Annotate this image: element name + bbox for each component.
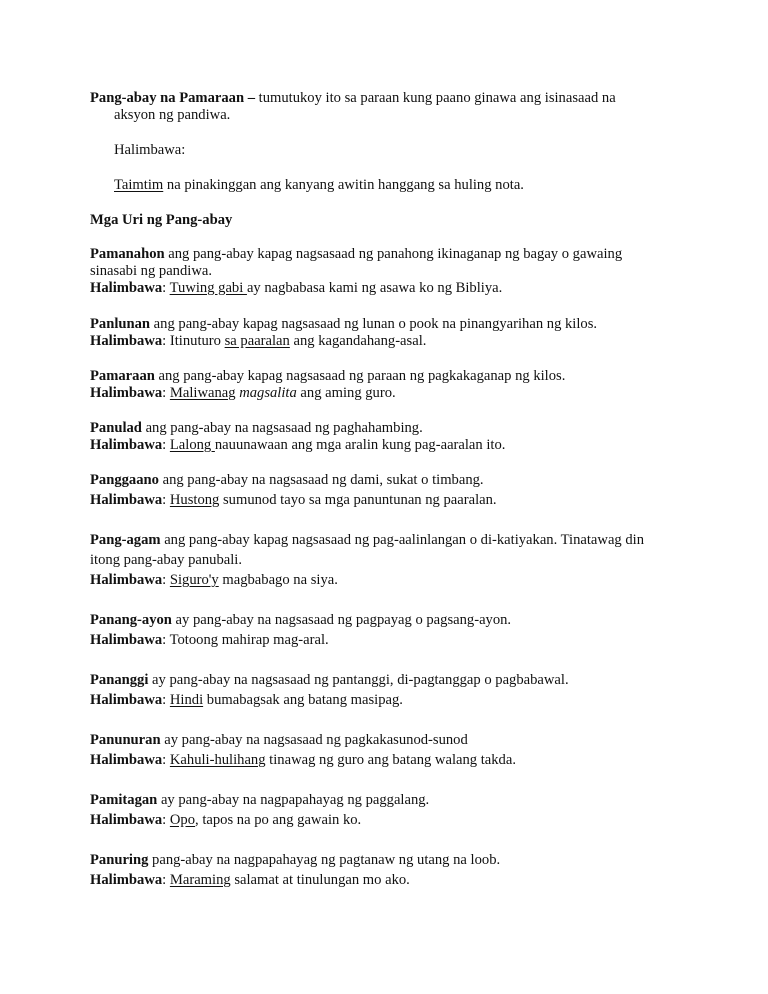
example-sentence: ay nagbabasa kami ng asawa ko ng Bibliya. (246, 280, 503, 296)
intro-definition-text: tumutukoy ito sa paraan kung paano ginawa ang isinasaad na (255, 90, 616, 106)
italic-verb: magsalita (239, 385, 297, 401)
example-label: Halimbawa (90, 437, 163, 453)
example-sentence: tinawag ng guro ang batang walang takda. (265, 752, 516, 768)
example-label: Halimbawa (90, 385, 163, 401)
intro-definition (90, 90, 690, 124)
adverb-type-entry: Pamaraan ang pang-abay kapag nagsasaad ng paraan ng pagkakaganap ng kilos. Halimbawa: Maliwanag magsalita ang aming guro. (90, 368, 566, 401)
adverb-type-entry: Panggaano ang pang-abay na nagsasaad ng dami, sukat o timbang. Halimbawa: Hustong sumunod tayo sa mga panuntunan ng paaralan. (90, 472, 497, 508)
adverb-type-entry: Pamanahon ang pang-abay kapag nagsasaad ng panahong ikinaganap ng bagay o gawaing sinasabi ng pandiwa. Halimbawa: Tuwing gabi ay nagbabasa kami ng asawa ko ng Bibliya. (90, 246, 623, 296)
adverb-type-entry: Pamitagan ay pang-abay na nagpapahayag ng paggalang. Halimbawa: Opo, tapos na po ang gawain ko. (90, 792, 430, 828)
example-label: Halimbawa (90, 632, 163, 648)
underlined-adverb: Tuwing gabi (169, 280, 247, 296)
type-term: Pamanahon (90, 246, 165, 262)
example-label: Halimbawa (90, 572, 163, 588)
type-definition: ang pang-abay kapag nagsasaad ng pag-aalinlangan o di-katiyakan. Tinatawag din (160, 532, 645, 548)
example-label: Halimbawa (90, 812, 163, 828)
underlined-adverb: Taimtim (114, 177, 164, 193)
example-sentence: ang aming guro. (296, 385, 396, 401)
underlined-adverb: sa paaralan (224, 333, 290, 349)
type-definition: ay pang-abay na nagsasaad ng pantanggi, di-pagtanggap o pagbabawal. (148, 672, 569, 688)
underlined-adverb: Opo (169, 812, 196, 828)
type-term: Panunuran (90, 732, 161, 748)
example-sentence: sumunod tayo sa mga panuntunan ng paaralan. (219, 492, 497, 508)
example-label: Halimbawa (90, 280, 163, 296)
type-term: Pamitagan (90, 792, 158, 808)
type-definition: ang pang-abay na nagsasaad ng dami, sukat o timbang. (158, 472, 484, 488)
type-term: Panang-ayon (90, 612, 172, 628)
type-definition: ang pang-abay kapag nagsasaad ng lunan o pook na pinangyarihan ng kilos. (150, 316, 598, 332)
example-sentence: magbabago na siya. (218, 572, 338, 588)
underlined-adverb: Hustong (169, 492, 220, 508)
type-definition: ang pang-abay na nagsasaad ng paghahambing. (141, 420, 423, 436)
example-label: Halimbawa (90, 872, 163, 888)
type-definition: ay pang-abay na nagpapahayag ng paggalang. (157, 792, 430, 808)
type-term: Panulad (90, 420, 142, 436)
underlined-adverb: Hindi (169, 692, 204, 708)
example-sentence: , tapos na po ang gawain ko. (195, 812, 362, 828)
type-term: Panuring (90, 852, 149, 868)
example-sentence: na pinakinggan ang kanyang awitin hanggang sa huling nota. (163, 177, 524, 193)
example-sentence: bumabagsak ang batang masipag. (203, 692, 403, 708)
underlined-adverb: Maraming (169, 872, 231, 888)
underlined-adverb: Lalong (169, 437, 215, 453)
adverb-type-entry: Panunuran ay pang-abay na nagsasaad ng pagkakasunod-sunod Halimbawa: Kahuli-hulihang tinawag ng guro ang batang walang takda. (90, 732, 516, 768)
type-definition: ang pang-abay kapag nagsasaad ng paraan ng pagkakaganap ng kilos. (154, 368, 566, 384)
intro-example (90, 177, 690, 194)
type-term: Pananggi (90, 672, 149, 688)
example-sentence: ang kagandahang-asal. (289, 333, 427, 349)
example-sentence: : Itinuturo (162, 333, 225, 349)
type-term: Panggaano (90, 472, 159, 488)
example-sentence: : Totoong mahirap mag-aral. (162, 632, 329, 648)
type-definition-continued: itong pang-abay panubali. (90, 552, 242, 568)
adverb-type-entry (90, 316, 690, 350)
example-label: Halimbawa (90, 752, 163, 768)
type-term: Pang-agam (90, 532, 161, 548)
type-definition: pang-abay na nagpapahayag ng pagtanaw ng utang na loob. (148, 852, 501, 868)
intro-definition-continued: aksyon ng pandiwa. (114, 107, 231, 123)
underlined-adverb: Kahuli-hulihang (169, 752, 266, 768)
type-definition-continued: sinasabi ng pandiwa. (90, 263, 212, 279)
adverb-type-entry: Panuring pang-abay na nagpapahayag ng pagtanaw ng utang na loob. Halimbawa: Maraming salamat at tinulungan mo ako. (90, 852, 501, 888)
type-term: Pamaraan (90, 368, 155, 384)
type-term: Panlunan (90, 316, 151, 332)
section-title: Mga Uri ng Pang-abay (90, 212, 233, 228)
adverb-type-entry: Pananggi ay pang-abay na nagsasaad ng pantanggi, di-pagtanggap o pagbabawal. Halimbawa: Hindi bumabagsak ang batang masipag. (90, 672, 569, 708)
type-definition: ang pang-abay kapag nagsasaad ng panahong ikinaganap ng bagay o gawaing (164, 246, 623, 262)
type-definition: ay pang-abay na nagsasaad ng pagkakasunod-sunod (160, 732, 468, 748)
adverb-type-entry (90, 612, 690, 649)
intro-example-heading: Halimbawa: (114, 142, 186, 158)
underlined-adverb: Siguro'y (169, 572, 219, 588)
adverb-type-entry: Panulad ang pang-abay na nagsasaad ng paghahambing. Halimbawa: Lalong nauunawaan ang mga aralin kung pag-aaralan ito. (90, 420, 506, 453)
intro-term: Pang-abay na Pamaraan – (90, 90, 255, 106)
underlined-adverb: Maliwanag (169, 385, 236, 401)
adverb-type-entry: Pang-agam ang pang-abay kapag nagsasaad ng pag-aalinlangan o di-katiyakan. Tinatawag din itong pang-abay panubali. Halimbawa: Siguro'y magbabago na siya. (90, 532, 645, 588)
example-sentence: salamat at tinulungan mo ako. (230, 872, 410, 888)
example-label: Halimbawa (90, 333, 163, 349)
example-sentence: nauunawaan ang mga aralin kung pag-aaralan ito. (214, 437, 506, 453)
example-label: Halimbawa (90, 492, 163, 508)
type-definition: ay pang-abay na nagsasaad ng pagpayag o pagsang-ayon. (171, 612, 512, 628)
example-label: Halimbawa (90, 692, 163, 708)
